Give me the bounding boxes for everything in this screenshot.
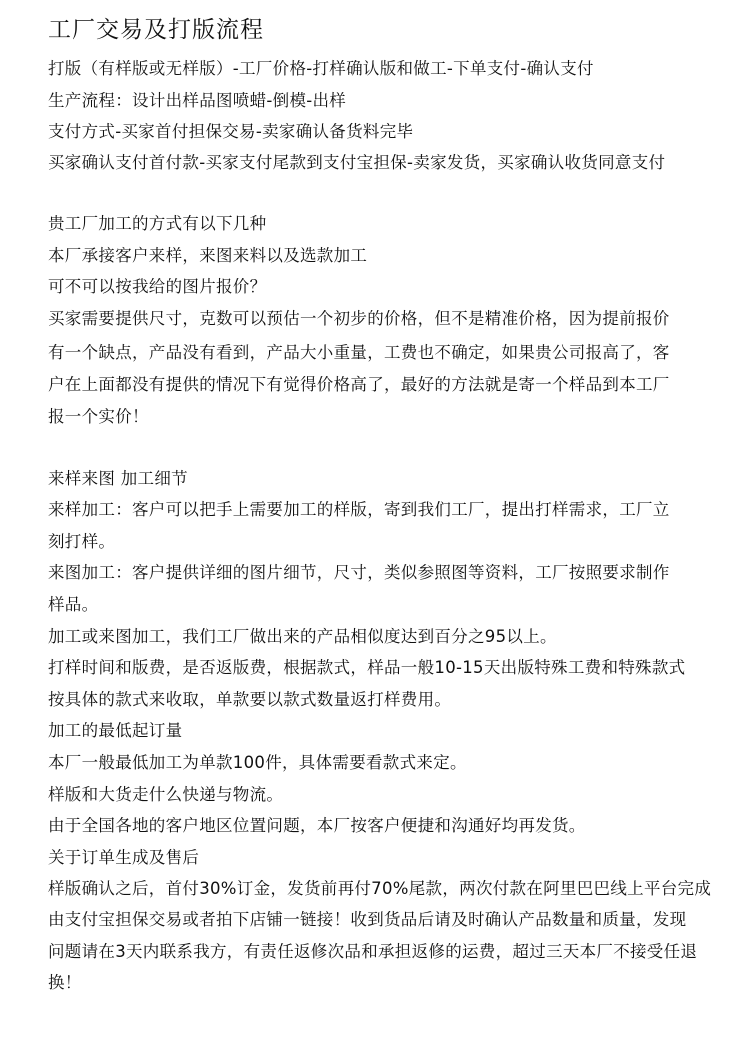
text-line: 由于全国各地的客户地区位置问题，本厂按客户便捷和沟通好均再发货。 xyxy=(48,816,586,835)
text-line: 户在上面都没有提供的情况下有觉得价格高了，最好的方法就是寄一个样品到本工厂 xyxy=(48,375,670,394)
text-line: 打版（有样版或无样版）-工厂价格-打样确认版和做工-下单支付-确认支付 xyxy=(48,59,594,78)
text-line: 报一个实价！ xyxy=(48,407,149,426)
text-line: 样品。 xyxy=(48,595,99,614)
text-line: 由支付宝担保交易或者拍下店铺一链接！收到货品后请及时确认产品数量和质量，发现 xyxy=(48,910,687,929)
text-line: 加工或来图加工，我们工厂做出来的产品相似度达到百分之95以上。 xyxy=(48,627,557,646)
text-line: 来图加工：客户提供详细的图片细节，尺寸，类似参照图等资料，工厂按照要求制作 xyxy=(48,563,670,582)
text-line: 问题请在3天内联系我方，有责任返修次品和承担返修的运费，超过三天本厂不接受任退 xyxy=(48,942,698,961)
text-line: 样版和大货走什么快递与物流。 xyxy=(48,785,284,804)
text-line: 按具体的款式来收取，单款要以款式数量返打样费用。 xyxy=(48,690,452,709)
text-line: 打样时间和版费，是否返版费，根据款式，样品一般10-15天出版特殊工费和特殊款式 xyxy=(48,658,686,677)
text-line: 关于订单生成及售后 xyxy=(48,848,200,867)
text-line: 贵工厂加工的方式有以下几种 xyxy=(48,214,267,233)
text-line: 来样加工：客户可以把手上需要加工的样版，寄到我们工厂，提出打样需求，工厂立 xyxy=(48,500,670,519)
text-line: 样版确认之后，首付30%订金，发货前再付70%尾款，两次付款在阿里巴巴线上平台完成 xyxy=(48,879,712,898)
document-title: 工厂交易及打版流程 xyxy=(48,17,264,43)
text-line: 本厂承接客户来样，来图来料以及选款加工 xyxy=(48,246,368,265)
text-line: 换！ xyxy=(48,973,82,992)
text-line: 买家确认支付首付款-买家支付尾款到支付宝担保-卖家发货，买家确认收货同意支付 xyxy=(48,153,666,172)
text-line: 来样来图 加工细节 xyxy=(48,469,188,488)
text-line: 本厂一般最低加工为单款100件，具体需要看款式来定。 xyxy=(48,753,467,772)
text-line: 刻打样。 xyxy=(48,532,116,551)
text-line: 生产流程：设计出样品图喷蜡-倒模-出样 xyxy=(48,91,347,110)
text-line: 加工的最低起订量 xyxy=(48,721,183,740)
text-line: 可不可以按我给的图片报价？ xyxy=(48,277,267,296)
text-line: 有一个缺点，产品没有看到，产品大小重量，工费也不确定，如果贵公司报高了，客 xyxy=(48,343,670,362)
text-line: 买家需要提供尺寸，克数可以预估一个初步的价格，但不是精准价格，因为提前报价 xyxy=(48,309,670,328)
text-line: 支付方式-买家首付担保交易-卖家确认备货料完毕 xyxy=(48,122,414,141)
